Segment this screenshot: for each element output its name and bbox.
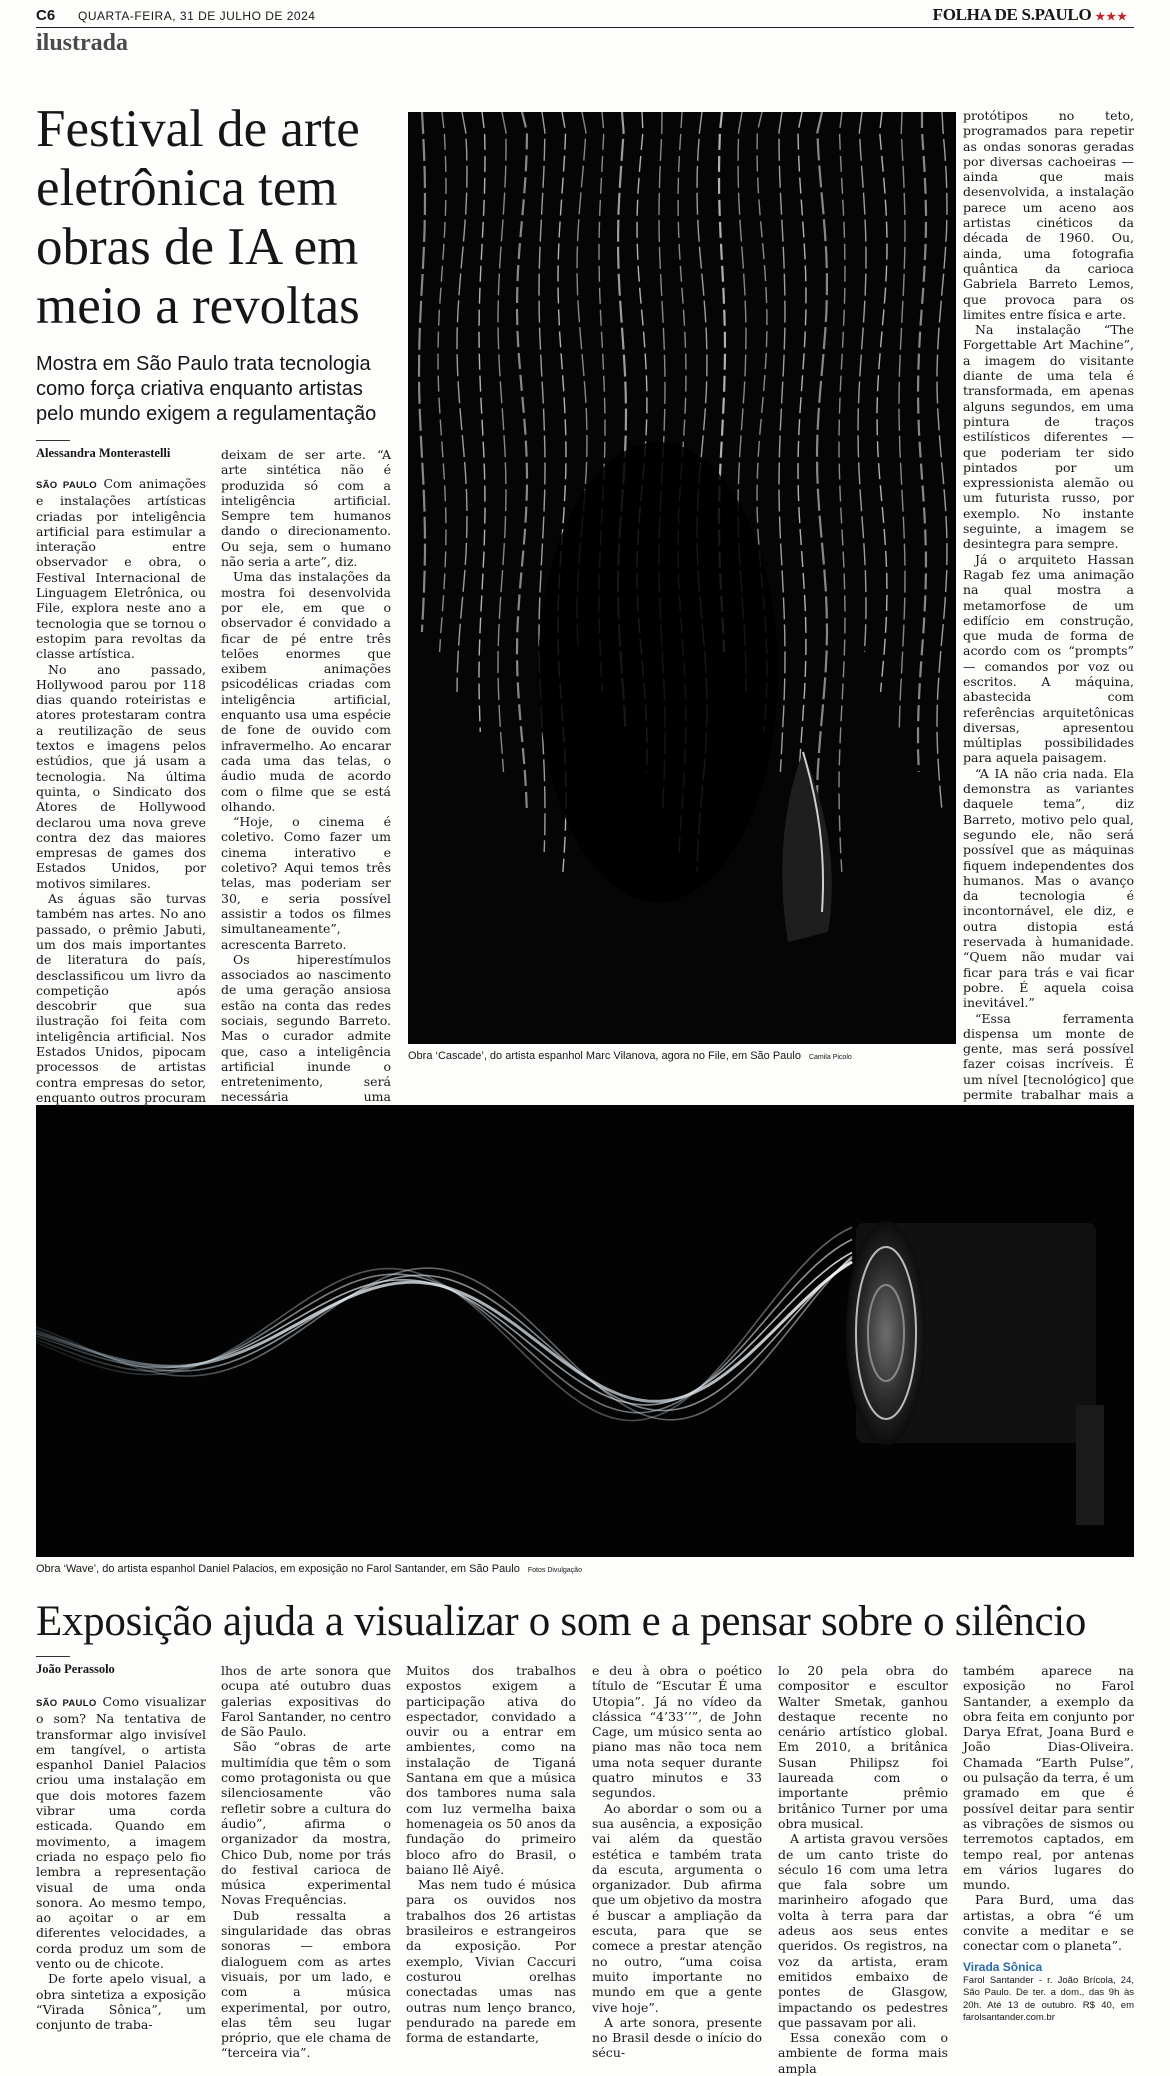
paragraph: lo 20 pela obra do compositor e escultor Walter Smetak, ganhou destaque recente no cenário artístico global. Em 2010, a britânica Susan Philipsz foi laureada com o importante prêmio britânico Turner por uma obra musical. — [778, 1663, 948, 1831]
article2-column-2 — [221, 1663, 391, 2061]
byline-exposicao: João Perassolo — [36, 1662, 115, 1676]
paragraph: As águas são turvas também nas artes. No ano passado, o prêmio Jabuti, um dos mais importantes de literatura do país, desclassificou um livro da competição após descobrir que sua ilustração foi feita com inteligência artificial. Nos Estados Unidos, pipocam processos de artistas contra empresas do setor, enquanto outros procuram — [36, 891, 206, 1105]
article2-column-6 — [963, 1663, 1134, 2025]
paragraph: Já o arquiteto Hassan Ragab fez uma animação na qual mostra a metamorfose de um edifício em construção, que muda de forma de acordo com os “prompts” — comandos por voz ou escritos. A máquina, abastecida com referências arquitetônicas diversas, apresentou múltiplas possibilidades para aquela paisagem. — [963, 551, 1134, 766]
paragraph: deixam de ser arte. “A arte sintética não é produzida só com a inteligência artificial. Sempre tem humanos dando o direcionamento. Ou seja, sem o humano não seria a arte”, diz. — [221, 447, 391, 570]
paragraph: também aparece na exposição no Farol Santander, a exemplo da obra feita em conjunto por Darya Efrat, Joana Burd e João Dias-Oliveira. Chamada “Earth Pulse”, ou pulsação da terra, é um gramado em que é possível deitar para sentir as vibrações de sismos ou terremotos captados, em tempo real, por antenas em vários lugares do mundo. — [963, 1663, 1134, 1893]
paragraph: Como visualizar o som? Na tentativa de transformar algo invisível em tangível, o artista espanhol Daniel Palacios criou uma instalação em que dois motores fazem vibrar uma corda esticada. Quando em movimento, a imagem criada no espaço pelo fio lembra a representação visual de uma onda sonora. Ao mesmo tempo, ao açoitar o ar em diferentes velocidades, a corda produz um som de vento ou de chicote. — [36, 1694, 206, 1972]
info-text-virada: Farol Santander - r. João Brícola, 24, São Paulo. De ter. a dom., das 9h às 20h. Até 13 de outubro. R$ 40, em farolsantander.com.br — [963, 1974, 1134, 2024]
headline-festival: Festival de arte eletrônica tem obras de IA em meio a revoltas — [36, 100, 360, 335]
paragraph: Dub ressalta a singularidade das obras sonoras — embora dialoguem com as artes visuais, por um lado, e com a música experimental, por outro, elas têm seu lugar próprio, que ele chama de “terceira via”. — [221, 1907, 391, 2061]
paragraph: “A IA não cria nada. Ela demonstra as variantes daquele tema”, diz Barreto, motivo pelo qual, segundo ele, não será possível que as máquinas fiquem independentes dos humanos. Mas o avanço da tecnologia é incontornável, ele diz, e outra distopia está reservada à humanidade. “Quem não mudar vai ficar para trás e vai ficar pobre. É aquela coisa inevitável.” — [963, 765, 1134, 1011]
dek-festival: Mostra em São Paulo trata tecnologia como força criativa enquanto artistas pelo mundo exigem a regulamentação — [36, 353, 377, 425]
cascade-light-strings — [408, 112, 956, 1044]
caption-wave — [36, 1563, 582, 1575]
paragraph: São “obras de arte multimídia que têm o som como protagonista ou que silenciosamente vão refletir sobre a cultura do áudio”, afirma o organizador da mostra, Chico Dub, nome por trás do festival carioca de música experimental Novas Frequências. — [221, 1739, 391, 1908]
photo-cascade[interactable] — [408, 112, 956, 1044]
section-name: ilustrada — [36, 30, 129, 56]
author-rule — [36, 440, 70, 441]
paragraph: protótipos no teto, programados para repetir as ondas sonoras geradas por diversas cachoeiras — ainda que mais desenvolvida, a instalação parece um aceno aos artistas cinéticos da década de 1960. Ou, ainda, uma fotografia quântica da carioca Gabriela Barreto Lemos, que provoca para os limites entre física e arte. — [963, 108, 1134, 322]
dateline: SÃO PAULO — [36, 1698, 97, 1709]
paragraph: “Hoje, o cinema é coletivo. Como fazer um cinema interativo e coletivo? Aqui temos três telas, mas poderiam ser 30, e seria possível assistir a todos os filmes simultaneamente”, acrescenta Barreto. — [221, 814, 391, 952]
masthead[interactable] — [933, 5, 1128, 25]
issue-date: QUARTA-FEIRA, 31 DE JULHO DE 2024 — [78, 9, 316, 23]
paragraph: Muitos dos trabalhos expostos exigem a participação ativa do espectador, convidado a ouvir ou a entrar em ambientes, como na instalação de Tiganá Santana em que a música dos tambores numa sala com luz vermelha baixa homenageia os 50 anos da fundação do primeiro bloco afro do Brasil, o baiano Ilê Aiyê. — [406, 1663, 576, 1877]
article2-column-3 — [406, 1663, 576, 2045]
wave-light-string — [36, 1105, 1134, 1557]
page-number: C6 — [36, 7, 56, 24]
dateline: SÃO PAULO — [36, 480, 97, 491]
masthead-title: FOLHA DE S.PAULO — [932, 5, 1092, 24]
header-rule — [36, 27, 1134, 28]
photo-credit: Fotos Divulgação — [527, 1567, 582, 1574]
paragraph: Uma das instalações da mostra foi desenvolvida por ele, em que o observador é convidado a ficar de pé entre três telões enormes que exibem animações psicodélicas criadas com inteligência artificial, enquanto usa uma espécie de fone de ouvido com infravermelho. Ao encarar cada uma das telas, o áudio muda de acordo com o filme que se está olhando. — [221, 569, 391, 814]
headline-exposicao: Exposição ajuda a visualizar o som e a pensar sobre o silêncio — [36, 1598, 1087, 1645]
masthead-stars: ★★★ — [1095, 11, 1128, 23]
paragraph: A arte sonora, presente no Brasil desde o início do sécu- — [592, 2014, 762, 2061]
paragraph: Na instalação “The Forgettable Art Machine”, a imagem do visitante diante de uma tela é transformada, em apenas alguns segundos, em uma pintura de traços estilísticos diferentes — que poderiam ter sido pintados por um expressionista alemão ou um futurista russo, por exemplo. No instante seguinte, a imagem se desintegra para sempre. — [963, 322, 1134, 552]
article2-column-5 — [778, 1663, 948, 2076]
caption-text: Obra ‘Cascade’, do artista espanhol Marc Vilanova, agora no File, em São Paulo — [408, 1050, 801, 1062]
article2-column-4 — [592, 1663, 762, 2061]
caption-text: Obra ‘Wave’, do artista espanhol Daniel Palacios, em exposição no Farol Santander, em São Paulo — [36, 1563, 520, 1575]
caption-cascade — [408, 1050, 852, 1062]
paragraph: Com animações e instalações artísticas criadas por inteligência artificial para estimular a interação entre observador e obra, o Festival Internacional de Linguagem Eletrônica, ou File, explora neste ano a tecnologia que se tornou o estopim para revoltas da classe artística. — [36, 476, 206, 662]
paragraph: lhos de arte sonora que ocupa até outubro duas galerias expositivas do Farol Santander, no centro de São Paulo. — [221, 1663, 391, 1740]
info-title-virada: Virada Sônica — [963, 1959, 1043, 1974]
paragraph: Mas nem tudo é música para os ouvidos nos trabalhos dos 26 artistas brasileiros e estrangeiros da exposição. Por exemplo, Vivian Caccuri costurou orelhas conectadas umas nas outras num lenço branco, pendurado na parede em forma de estandarte, — [406, 1877, 576, 2046]
paragraph: Os hiperestímulos associados ao nascimento de uma geração ansiosa estão na conta das redes sociais, segundo Barreto. Mas o curador admite que, caso a inteligência artificial inunde o entretenimento, será necessária uma — [221, 951, 391, 1105]
paragraph: e deu à obra o poético título de “Escutar É uma Utopia”. Já no vídeo da clássica “4’33’’”, de John Cage, um músico senta ao piano mas não toca nem uma nota sequer durante quatro minutos e 33 segundos. — [592, 1663, 762, 1801]
paragraph: Essa conexão com o ambiente de forma mais ampla — [778, 2030, 948, 2076]
author-rule — [36, 1656, 70, 1657]
photo-credit: Camila Picolo — [808, 1054, 852, 1061]
photo-wave[interactable] — [36, 1105, 1134, 1557]
paragraph: De forte apelo visual, a obra sintetiza a exposição “Virada Sônica”, um conjunto de traba- — [36, 1971, 206, 2033]
paragraph: No ano passado, Hollywood parou por 118 dias quando roteiristas e atores protestaram contra a reutilização de seus textos e imagens pelos estúdios, que já usam a tecnologia. Na última quinta, o Sindicato dos Atores de Hollywood declarou uma nova greve contra dez das maiores empresas de games dos Estados Unidos, por motivos similares. — [36, 661, 206, 891]
paragraph: Ao abordar o som ou a sua ausência, a exposição vai além da questão estética e também trata da escuta, argumenta o organizador. Dub afirma que um objetivo da mostra é buscar a ampliação da escuta, para que se comece a prestar atenção no outro, “uma coisa muito importante no mundo em que a gente vive hoje”. — [592, 1800, 762, 2015]
paragraph: Para Burd, uma das artistas, a obra “é um convite a meditar e se conectar com o planeta”. — [963, 1892, 1134, 1954]
paragraph: A artista gravou versões de um canto triste do século 16 com uma letra que fala sobre um marinheiro afogado que volta à terra para dar adeus aos seus entes queridos. Os registros, na voz da artista, eram emitidos embaixo de pontes de Glasgow, impactando os pedestres que passavam por ali. — [778, 1831, 948, 2030]
paragraph: “Essa ferramenta dispensa um monte de gente, mas será possível fazer coisas incríveis. É um nível [tecnológico] que permite trabalhar mais a — [963, 1010, 1134, 1102]
byline-festival: Alessandra Monterastelli — [36, 446, 171, 460]
